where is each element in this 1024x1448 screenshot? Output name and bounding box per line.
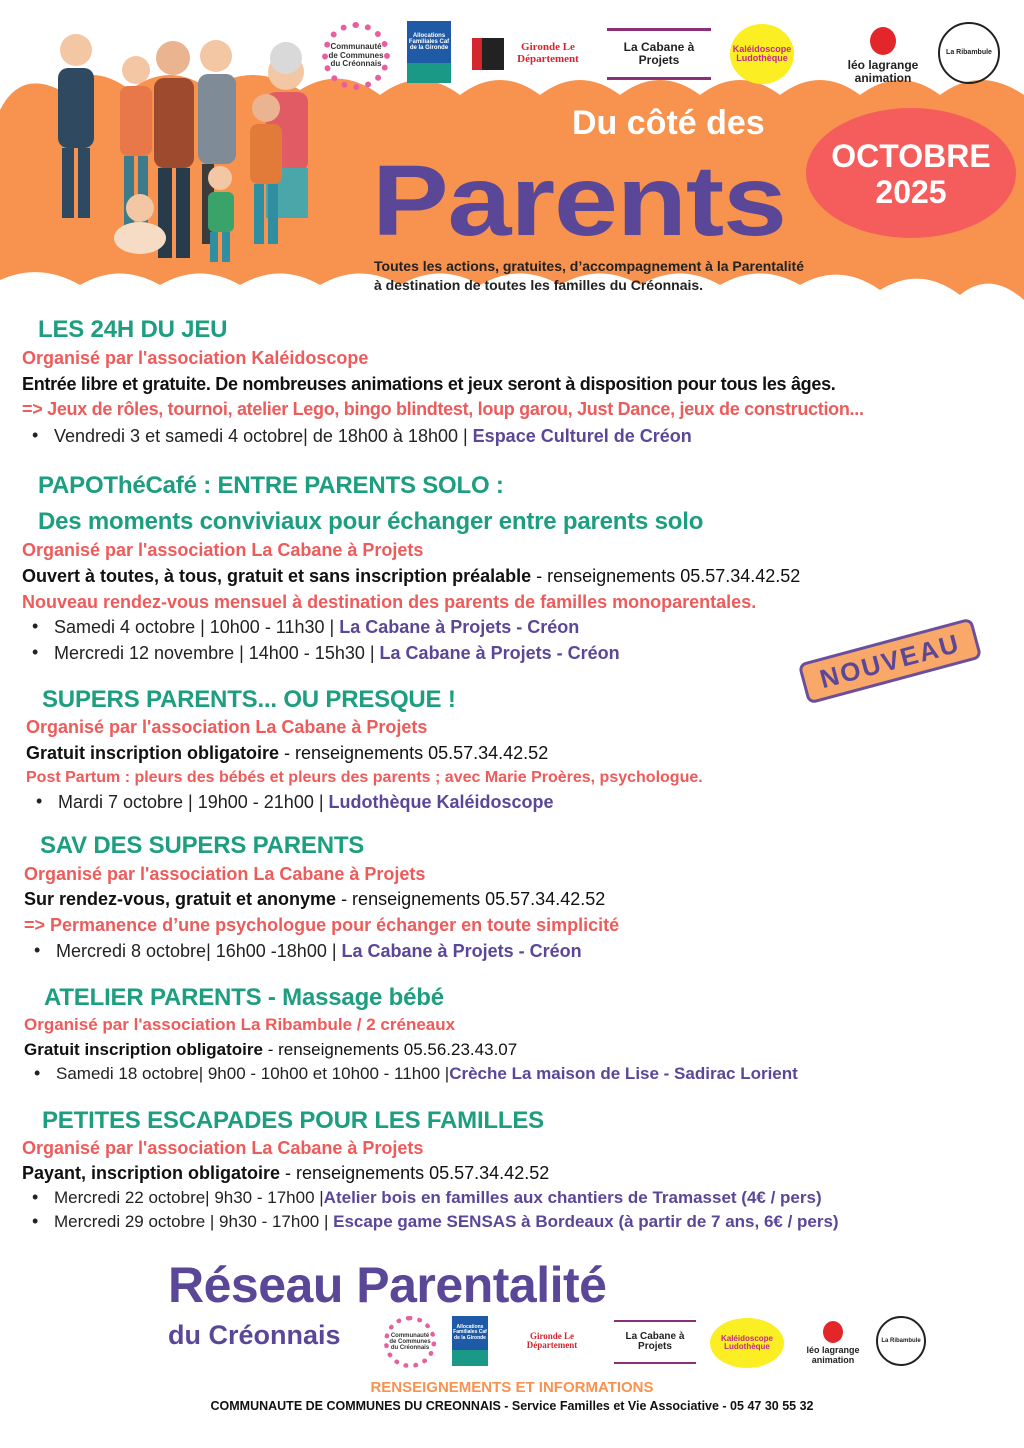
event-date-item: [22, 643, 620, 664]
section-contact: - renseignements 05.57.34.42.52: [280, 1163, 550, 1183]
section-description: [22, 1163, 549, 1184]
section-organizer: Organisé par l'association La Ribambule / 2 créneaux: [24, 1015, 456, 1034]
event-date: Samedi 4 octobre | 10h00 - 11h30 |: [54, 617, 340, 637]
event-date-item: [24, 941, 582, 962]
logo-text: Communauté de Communes du Créonnais: [328, 42, 384, 69]
footer-title: Réseau Parentalité: [168, 1257, 607, 1313]
section-organizer: Organisé par l'association La Cabane à Projets: [24, 864, 426, 884]
logo-ribambule: [938, 22, 1000, 84]
event-date: Mercredi 22 octobre| 9h30 - 17h00 |: [54, 1188, 324, 1207]
event-date: Mercredi 8 octobre| 16h00 -18h00 |: [56, 941, 342, 961]
event-date-item: [22, 1212, 839, 1232]
section-note: Nouveau rendez-vous mensuel à destination des parents de familles monoparentales.: [22, 592, 757, 612]
event-place: La Cabane à Projets - Créon: [339, 617, 580, 637]
section-contact: - renseignements 05.56.23.43.07: [262, 1040, 518, 1059]
event-date: Mercredi 29 octobre | 9h30 - 17h00 |: [54, 1212, 334, 1231]
logo-ccc: [322, 22, 390, 90]
event-place: Atelier bois en familles aux chantiers de Tramasset (4€ / pers): [323, 1188, 822, 1207]
footer-contact: COMMUNAUTE DE COMMUNES DU CREONNAIS - Service Familles et Vie Associative - 05 47 30 55 32: [210, 1399, 814, 1413]
event-date-item: [24, 1064, 798, 1084]
footer-logo-ccc: [384, 1316, 436, 1368]
section-organizer: Organisé par l'association La Cabane à Projets: [22, 1138, 424, 1158]
event-date-item: [22, 426, 692, 447]
section-description-bold: Ouvert à toutes, à tous, gratuit et sans inscription préalable: [22, 566, 532, 586]
header-title: Parents: [372, 145, 786, 257]
section-contact: - renseignements 05.57.34.42.52: [531, 566, 801, 586]
section-subtitle: Des moments conviviaux pour échanger entre parents solo: [38, 508, 704, 535]
header-kicker: Du côté des: [572, 104, 765, 142]
event-place: Crèche La maison de Lise - Sadirac Lorient: [449, 1064, 798, 1083]
logo-text: La Ribambule: [946, 49, 992, 57]
logo-text: léo lagrange animation: [847, 58, 919, 85]
nouveau-label: NOUVEAU: [816, 627, 964, 695]
event-date-item: [22, 617, 579, 638]
leo-lagrange-mark-icon: [870, 27, 896, 55]
section-title: LES 24H DU JEU: [38, 316, 228, 343]
event-date: Mercredi 12 novembre | 14h00 - 15h30 |: [54, 643, 380, 663]
logo-leo-lagrange: [840, 20, 926, 92]
footer-logo-gironde: [506, 1324, 598, 1358]
footer-subtitle: du Créonnais: [168, 1320, 341, 1350]
date-badge-month: OCTOBRE: [831, 138, 991, 174]
event-date-item: [26, 792, 554, 813]
section-organizer: Organisé par l'association Kaléidoscope: [22, 348, 369, 368]
section-description-bold: Gratuit inscription obligatoire: [24, 1040, 263, 1059]
logo-text: Allocations Familiales Caf de la Gironde: [408, 32, 450, 52]
section-description: [24, 889, 605, 910]
event-date-item: [22, 1188, 822, 1208]
gironde-mark-icon: [472, 38, 504, 70]
logo-text: Communauté de Communes du Créonnais: [389, 1332, 431, 1352]
section-description-bold: Sur rendez-vous, gratuit et anonyme: [24, 889, 342, 909]
section-description: [26, 743, 548, 764]
section-title: SAV DES SUPERS PARENTS: [40, 832, 365, 859]
footer-logo-kaleidoscope: [710, 1318, 784, 1368]
event-place: Escape game SENSAS à Bordeaux (à partir de 7 ans, 6€ / pers): [333, 1212, 839, 1231]
section-organizer: Organisé par l'association La Cabane à Projets: [26, 717, 428, 737]
event-place: La Cabane à Projets - Créon: [341, 941, 582, 961]
logo-text: Kaléidoscope Ludothèque: [732, 43, 792, 63]
footer-logo-cabane: [614, 1320, 696, 1364]
logo-text: Gironde Le Département: [517, 41, 579, 65]
logo-gironde: [472, 34, 588, 74]
header-subtitle-line1: Toutes les actions, gratuites, d’accompagnement à la Parentalité: [374, 258, 804, 274]
section-organizer: Organisé par l'association La Cabane à Projets: [22, 540, 424, 560]
section-title: PETITES ESCAPADES POUR LES FAMILLES: [42, 1107, 544, 1134]
section-description-bold: Gratuit inscription obligatoire: [26, 743, 280, 763]
logo-text: La Cabane à Projets: [625, 1330, 685, 1352]
section-description: [22, 566, 800, 587]
logo-text: La Cabane à Projets: [623, 40, 695, 67]
section-description: [24, 1040, 517, 1060]
logo-cabane: [607, 28, 711, 80]
section-description: Entrée libre et gratuite. De nombreuses animations et jeux seront à disposition pour tous les âges.: [22, 374, 836, 394]
logo-text: léo lagrange animation: [806, 1345, 860, 1365]
family-illustration: [38, 28, 328, 273]
event-date: Vendredi 3 et samedi 4 octobre| de 18h00 à 18h00 |: [54, 426, 473, 446]
event-date: Samedi 18 octobre| 9h00 - 10h00 et 10h00 - 11h00 |: [56, 1064, 450, 1083]
footer-info-heading: RENSEIGNEMENTS ET INFORMATIONS: [370, 1379, 654, 1396]
section-note: => Permanence d’une psychologue pour échanger en toute simplicité: [24, 915, 620, 935]
logo-caf: [407, 21, 451, 83]
date-badge: [806, 108, 1016, 238]
section-note: Post Partum : pleurs des bébés et pleurs des parents ; avec Marie Proères, psychologue.: [26, 769, 703, 786]
logo-text: La Ribambule: [881, 1337, 921, 1344]
section-contact: - renseignements 05.57.34.42.52: [279, 743, 549, 763]
logo-text: Kaléidoscope Ludothèque: [720, 1333, 773, 1351]
event-place: Ludothèque Kaléidoscope: [328, 792, 554, 812]
event-date: Mardi 7 octobre | 19h00 - 21h00 |: [58, 792, 329, 812]
logo-kaleidoscope: [730, 24, 794, 84]
header-subtitle-line2: à destination de toutes les familles du Créonnais.: [374, 277, 704, 293]
section-title: SUPERS PARENTS... OU PRESQUE !: [42, 686, 456, 713]
footer-logo-leo-lagrange: [800, 1314, 866, 1372]
section-contact: - renseignements 05.57.34.42.52: [341, 889, 606, 909]
section-title: ATELIER PARENTS - Massage bébé: [44, 984, 444, 1011]
event-place: La Cabane à Projets - Créon: [379, 643, 620, 663]
footer-logo-caf: [452, 1316, 488, 1366]
event-place: Espace Culturel de Créon: [472, 426, 692, 446]
section-title: PAPOThéCafé : ENTRE PARENTS SOLO :: [38, 472, 504, 499]
date-badge-year: 2025: [875, 174, 947, 210]
footer-logo-ribambule: [876, 1316, 926, 1366]
nouveau-ribbon: [798, 617, 983, 704]
leo-lagrange-mark-icon: [823, 1321, 843, 1343]
section-description-bold: Payant, inscription obligatoire: [22, 1163, 281, 1183]
person-icon: [58, 34, 308, 262]
logo-text: Gironde Le Département: [526, 1330, 578, 1350]
logo-text: Allocations Familiales Caf de la Gironde: [453, 1324, 487, 1341]
section-note: => Jeux de rôles, tournoi, atelier Lego, bingo blindtest, loup garou, Just Dance, jeux de construction...: [22, 399, 864, 419]
